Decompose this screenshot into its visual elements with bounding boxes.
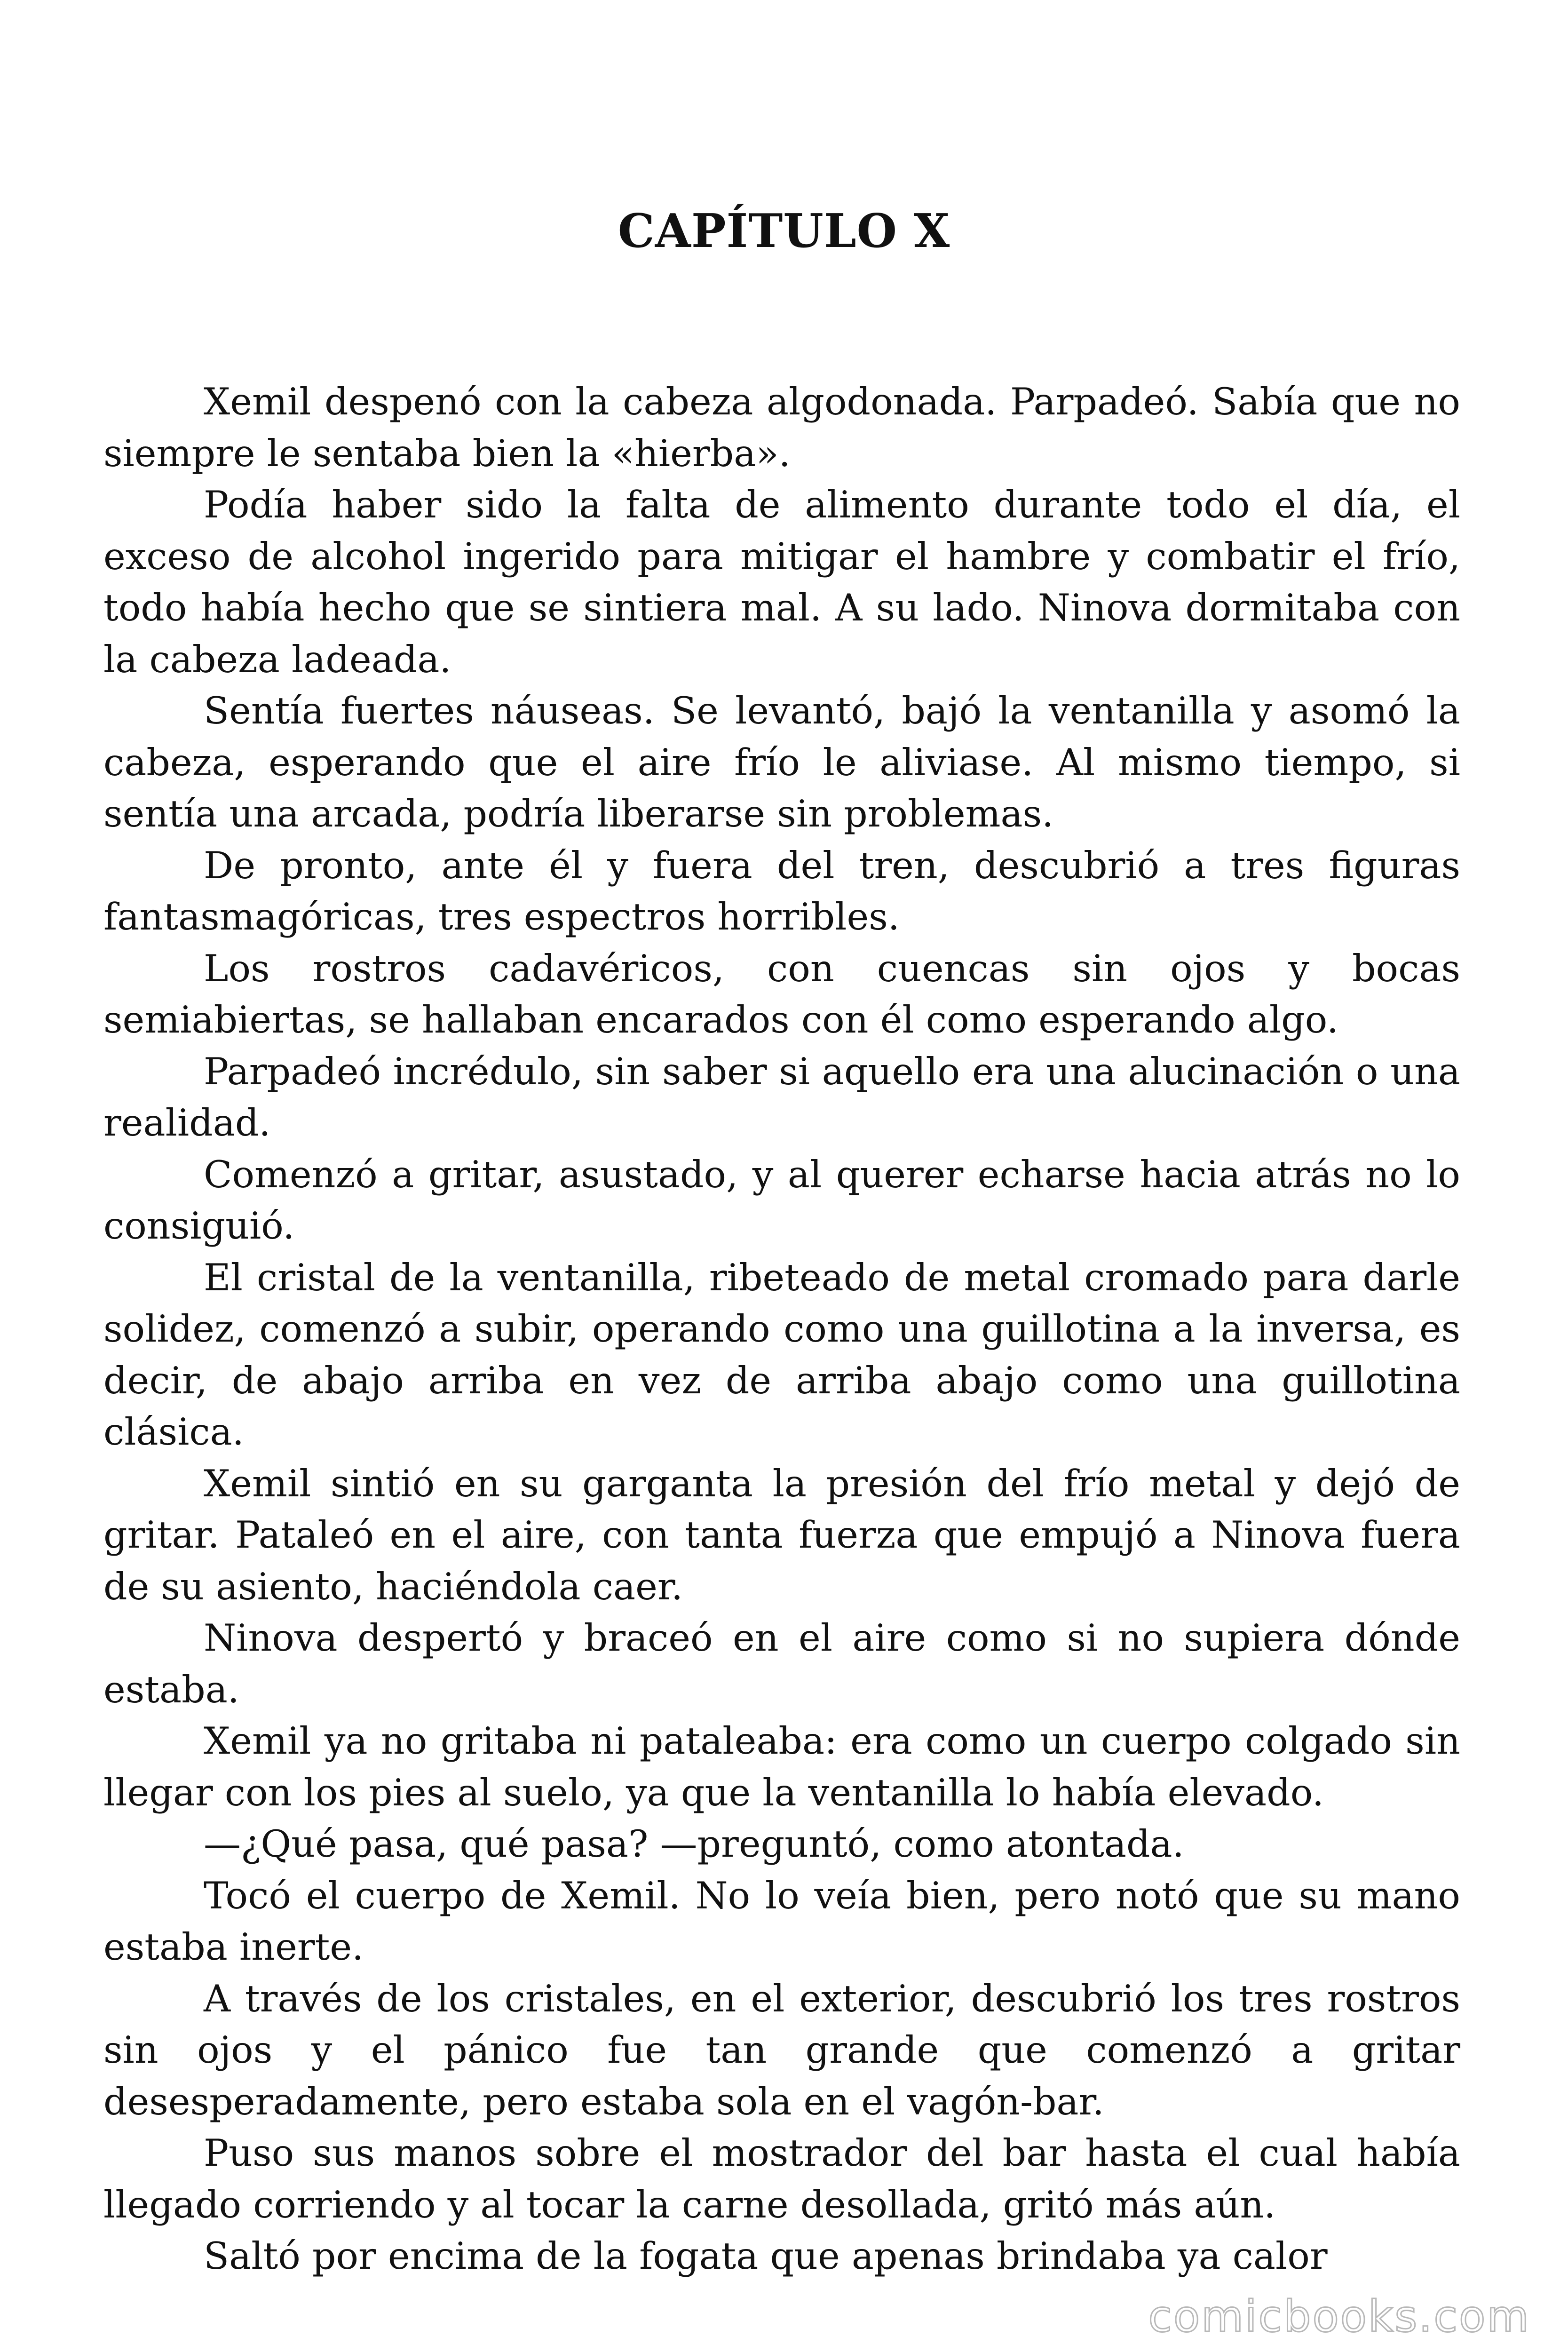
paragraph: Sentía fuertes náuseas. Se levantó, bajó la ventanilla y asomó la cabeza, esperando que el aire frío le aliviase. Al mismo tiempo, si sentía una arcada, podría liberarse sin problemas.: [103, 689, 1460, 835]
paragraph: El cristal de la ventanilla, ribeteado de metal cromado para darle solidez, comenzó a subir, operando como una guillotina a la inversa, es decir, de abajo arriba en vez de arriba abajo como una guillotina clásica.: [103, 1255, 1460, 1454]
paragraph: Comenzó a gritar, asustado, y al querer echarse hacia atrás no lo consiguió.: [103, 1152, 1460, 1248]
paragraph: Los rostros cadavéricos, con cuencas sin ojos y bocas semiabiertas, se hallaban encarados con él como esperando algo.: [103, 946, 1460, 1041]
paragraph: Parpadeó incrédulo, sin saber si aquello era una alucinación o una realidad.: [103, 1049, 1460, 1144]
paragraph: Ninova despertó y braceó en el aire como si no supiera dónde estaba.: [103, 1616, 1460, 1711]
paragraph: De pronto, ante él y fuera del tren, descubrió a tres figuras fantasmagóricas, tres espectros horribles.: [103, 843, 1460, 938]
paragraph: Podía haber sido la falta de alimento durante todo el día, el exceso de alcohol ingerido para mitigar el hambre y combatir el frío, todo había hecho que se sintiera mal. A su lado. Ninova dormitaba con la cabeza ladeada.: [103, 483, 1460, 681]
paragraph: Puso sus manos sobre el mostrador del bar hasta el cual había llegado corriendo y al tocar la carne desollada, gritó más aún.: [103, 2131, 1460, 2226]
watermark: comicbooks.com: [1148, 2291, 1530, 2342]
paragraph: Xemil ya no gritaba ni pataleaba: era como un cuerpo colgado sin llegar con los pies al suelo, ya que la ventanilla lo había elevado.: [103, 1719, 1460, 1814]
chapter-title: CAPÍTULO X: [618, 204, 950, 258]
chapter-body: [103, 376, 1460, 2282]
paragraph: Xemil sintió en su garganta la presión del frío metal y dejó de gritar. Pataleó en el aire, con tanta fuerza que empujó a Ninova fuera de su asiento, haciéndola caer.: [103, 1462, 1460, 1608]
paragraph: Saltó por encima de la fogata que apenas brindaba ya calor: [204, 2234, 1328, 2278]
paragraph: —¿Qué pasa, qué pasa? —preguntó, como atontada.: [204, 1822, 1184, 1866]
paragraph: A través de los cristales, en el exterior, descubrió los tres rostros sin ojos y el pánico fue tan grande que comenzó a gritar desesperadamente, pero estaba sola en el vagón-bar.: [103, 1977, 1460, 2123]
paragraph: Tocó el cuerpo de Xemil. No lo veía bien, pero notó que su mano estaba inerte.: [103, 1874, 1460, 1969]
paragraph: Xemil despenó con la cabeza algodonada. Parpadeó. Sabía que no siempre le sentaba bien la «hierba».: [103, 380, 1460, 475]
